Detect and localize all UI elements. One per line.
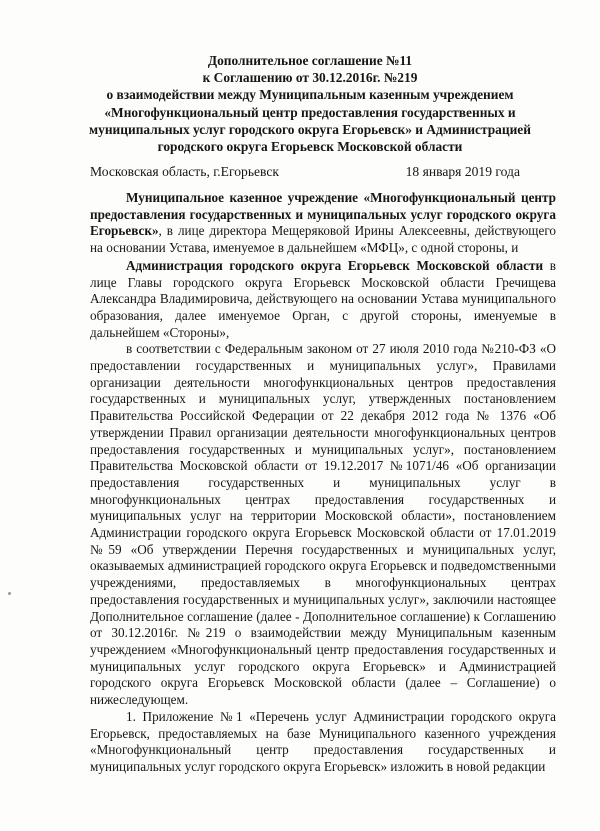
document-body	[90, 190, 556, 776]
place: Московская область, г.Егорьевск	[90, 164, 280, 179]
agreement-subject: о взаимодействии между Муниципальным казенным учреждением «Многофункциональный центр предоставления государственных и муниципальных услуг городского округа Егорьевск» и Администрацией городского округа Егорьевск Московской области	[89, 87, 531, 155]
admin-name: Администрация городского округа Егорьевск Московской области	[126, 257, 544, 273]
agreement-reference: к Соглашению от 30.12.2016г. №219	[202, 70, 418, 86]
paragraph-clause-1: 1. Приложение №1 «Перечень услуг Администрации городского округа Егорьевск, предоставляемых на базе Муниципального казенного учреждения «Многофункциональный центр предоставления государственных и муниципальных услуг городского округа Егорьевск» изложить в новой редакции	[90, 708, 556, 774]
paragraph-legal-basis: в соответствии с Федеральным законом от 27 июля 2010 года №210-ФЗ «О предоставлении государственных и муниципальных услуг», Правилами организации деятельности многофункциональных центров предоставления государственных и муниципальных услуг, утвержденных постановлением Правительства Российской Федерации от 22 декабря 2012 года № 1376 «Об утверждении Правил организации деятельности многофункциональных центров предоставления государственных и муниципальных услуг», постановлением Правительства Московской области от 19.12.2017 №1071/46 «Об организации предоставления государственных и муниципальных услуг в многофункциональных центрах предоставления государственных и муниципальных услуг на территории Московской области», постановлением Администрации городского округа Егорьевск Московской области от 17.01.2019 №59 «Об утверждении Перечня государственных и муниципальных услуг, оказываемых администрацией городского округа Егорьевск и подведомственными учреждениями, предоставляемых в многофункциональных центрах предоставления государственных и муниципальных услуг», заключили настоящее Дополнительное соглашение (далее - Дополнительное соглашение) к Соглашению от 30.12.2016г. №219 о взаимодействии между Муниципальным казенным учреждением «Многофункциональный центр предоставления государственных и муниципальных услуг городского округа Егорьевск» и Администрацией городского округа Егорьевск Московской области (далее – Соглашение) о нижеследующем.	[90, 341, 556, 708]
mfc-details: , в лице директора Мещеряковой Ирины Алексеевны, действующего на основании Устава, именуемое в дальнейшем «МФЦ», с одной стороны, и	[90, 223, 556, 256]
admin-details: в лице Главы городского округа Егорьевск Московской области Гречищева Александра Владимировича, действующего на основании Устава муниципального образования, далее именуемое Орган, с другой стороны, именуемые в дальнейшем «Стороны»,	[90, 257, 556, 340]
document-header	[80, 52, 540, 155]
mfc-name: Муниципальное казенное учреждение «Многофункциональный центр предоставления государственных и муниципальных услуг городского округа Егорьевск»	[90, 190, 556, 239]
paragraph-parties-mfc	[90, 190, 556, 257]
date: 18 января 2019 года	[405, 164, 520, 179]
agreement-title: Дополнительное соглашение №11	[207, 53, 413, 68]
paragraph-parties-admin	[90, 258, 556, 342]
scan-mark	[8, 592, 11, 595]
place-date-line	[90, 163, 520, 180]
